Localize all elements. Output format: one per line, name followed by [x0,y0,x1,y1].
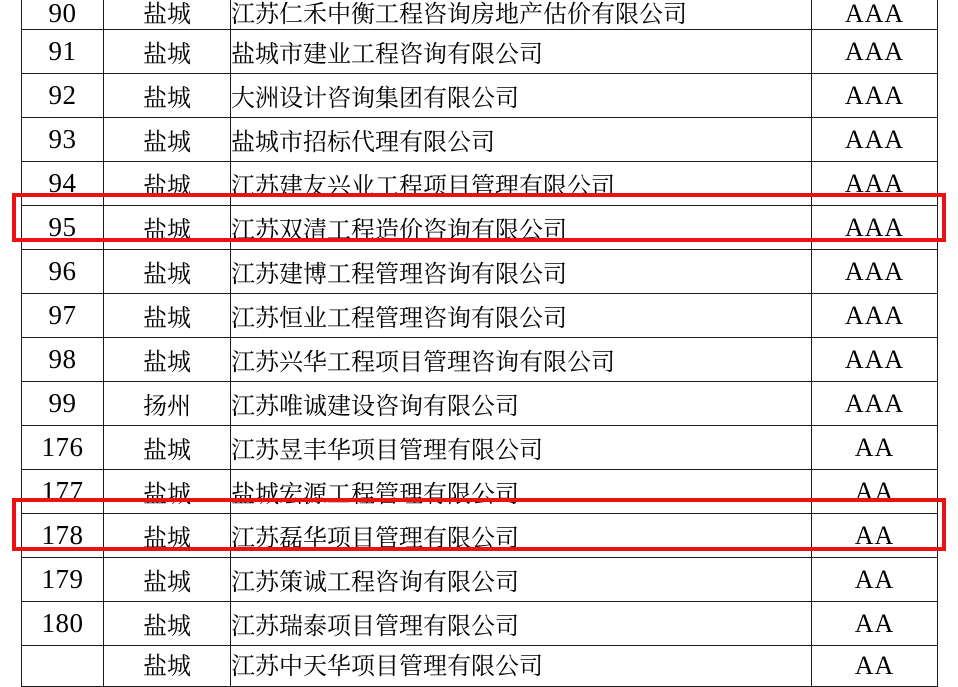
row-company-name: 江苏昱丰华项目管理有限公司 [231,426,812,470]
row-company-name: 江苏恒业工程管理咨询有限公司 [231,294,812,338]
row-city: 盐城 [104,294,231,338]
row-grade: AA [812,558,938,602]
row-number: 94 [22,162,104,206]
row-number: 176 [22,426,104,470]
row-grade: AAA [812,118,938,162]
row-company-name: 盐城宏源工程管理有限公司 [231,470,812,514]
table-row [22,426,938,470]
row-company-name: 江苏瑞泰项目管理有限公司 [231,602,812,646]
row-grade: AAA [812,250,938,294]
row-grade: AAA [812,162,938,206]
row-city: 盐城 [104,250,231,294]
row-number: 178 [22,514,104,558]
row-number [22,646,104,687]
row-city: 盐城 [104,74,231,118]
row-number: 91 [22,30,104,74]
row-city: 盐城 [104,30,231,74]
row-grade: AAA [812,0,938,30]
row-company-name: 大洲设计咨询集团有限公司 [231,74,812,118]
row-company-name: 江苏磊华项目管理有限公司 [231,514,812,558]
row-city: 盐城 [104,470,231,514]
row-grade: AAA [812,294,938,338]
row-number: 97 [22,294,104,338]
row-company-name: 盐城市建业工程咨询有限公司 [231,30,812,74]
row-company-name: 江苏建博工程管理咨询有限公司 [231,250,812,294]
table-row-highlighted [22,514,938,558]
table-row [22,74,938,118]
row-number: 179 [22,558,104,602]
row-city: 盐城 [104,602,231,646]
row-city: 盐城 [104,206,231,250]
row-company-name: 江苏建友兴业工程项目管理有限公司 [231,162,812,206]
row-company-name: 江苏仁禾中衡工程咨询房地产估价有限公司 [231,0,812,30]
row-company-name: 盐城市招标代理有限公司 [231,118,812,162]
table-row [22,250,938,294]
row-grade: AA [812,470,938,514]
row-city: 盐城 [104,646,231,687]
row-company-name: 江苏策诚工程咨询有限公司 [231,558,812,602]
table-row-highlighted [22,206,938,250]
table-row [22,30,938,74]
table-row [22,602,938,646]
row-grade: AA [812,514,938,558]
row-city: 盐城 [104,514,231,558]
row-number: 92 [22,74,104,118]
row-city: 盐城 [104,426,231,470]
table-row [22,162,938,206]
row-city: 盐城 [104,558,231,602]
table-row [22,382,938,426]
company-grade-table [21,0,938,687]
table-row [22,118,938,162]
row-number: 177 [22,470,104,514]
table-row [22,558,938,602]
row-grade: AAA [812,338,938,382]
row-number: 180 [22,602,104,646]
row-city: 盐城 [104,338,231,382]
row-grade: AAA [812,30,938,74]
table-row [22,646,938,687]
table-row [22,470,938,514]
row-number: 98 [22,338,104,382]
table-body [22,0,938,687]
row-company-name: 江苏中天华项目管理有限公司 [231,646,812,687]
row-city: 盐城 [104,118,231,162]
row-number: 93 [22,118,104,162]
row-city: 盐城 [104,0,231,30]
table-row [22,0,938,30]
row-grade: AA [812,602,938,646]
table-row [22,338,938,382]
row-grade: AA [812,426,938,470]
row-number: 99 [22,382,104,426]
table-row [22,294,938,338]
row-grade: AAA [812,382,938,426]
row-number: 95 [22,206,104,250]
row-company-name: 江苏双清工程造价咨询有限公司 [231,206,812,250]
row-grade: AAA [812,206,938,250]
row-city: 盐城 [104,162,231,206]
row-number: 96 [22,250,104,294]
row-grade: AA [812,646,938,687]
row-number: 90 [22,0,104,30]
row-grade: AAA [812,74,938,118]
row-company-name: 江苏唯诚建设咨询有限公司 [231,382,812,426]
row-company-name: 江苏兴华工程项目管理咨询有限公司 [231,338,812,382]
row-city: 扬州 [104,382,231,426]
